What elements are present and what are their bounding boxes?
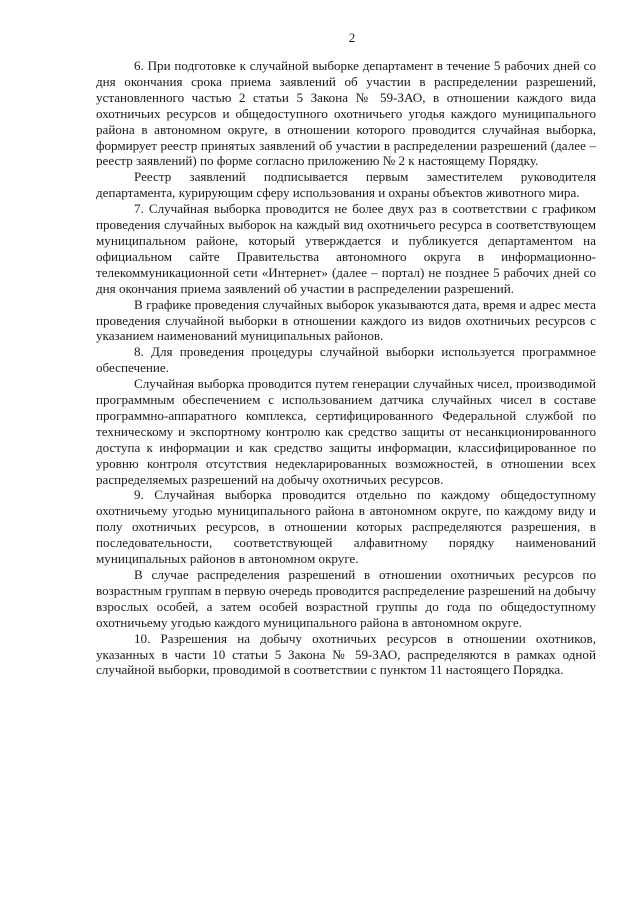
paragraph-7: 7. Случайная выборка проводится не более двух раз в соответствии с графиком проведения случайных выборок на каждый вид охотничьего ресурса в соответствующем муниципальном районе, который утверждается и публикуется департаментом на официальном сайте Правительства автономного округа в информационно-телекоммуникационной сети «Интернет» (далее – портал) не позднее 5 рабочих дней со дня окончания приема заявлений об участии в распределении разрешений. [96, 201, 596, 296]
paragraph-9: 9. Случайная выборка проводится отдельно по каждому общедоступному охотничьему угодью муниципального района в автономном округе, по каждому виду и полу охотничьих ресурсов, в отношении которых распределяются разрешения, в последовательности, соответствующей алфавитному порядку наименований муниципальных районов в автономном округе. [96, 487, 596, 567]
paragraph-schedule-details: В графике проведения случайных выборок указываются дата, время и адрес места проведения случайной выборки в отношении каждого из видов охотничьих ресурсов с указанием наименований муниципальных районов. [96, 296, 596, 344]
paragraph-6: 6. При подготовке к случайной выборке департамент в течение 5 рабочих дней со дня окончания срока приема заявлений об участии в распределении разрешений, установленного частью 2 статьи 5 Закона № 59-ЗАО, в отношении каждого вида охотничьих ресурсов и общедоступного охотничьего угодья каждого муниципального района в автономном округе, в отношении которого проводится случайная выборка, формирует реестр принятых заявлений об участии в распределении разрешений (далее – реестр заявлений) по форме согласно приложению № 2 к настоящему Порядку. [96, 58, 596, 169]
paragraph-8: 8. Для проведения процедуры случайной выборки используется программное обеспечение. [96, 344, 596, 376]
paragraph-registry-signing: Реестр заявлений подписывается первым заместителем руководителя департамента, курирующим сферу использования и охраны объектов животного мира. [96, 169, 596, 201]
page-number: 2 [348, 30, 356, 45]
paragraph-10: 10. Разрешения на добычу охотничьих ресурсов в отношении охотников, указанных в части 10 статьи 5 Закона № 59-ЗАО, распределяются в рамках одной случайной выборки, проводимой в соответствии с пунктом 11 настоящего Порядка. [96, 630, 596, 678]
paragraph-age-groups: В случае распределения разрешений в отношении охотничьих ресурсов по возрастным группам в первую очередь проводится распределение разрешений на добычу взрослых особей, а затем особей возрастной группы до года по общедоступному охотничьему угодью каждого муниципального района в автономном округе. [96, 567, 596, 630]
paragraph-random-generation: Случайная выборка проводится путем генерации случайных чисел, производимой программным обеспечением с использованием датчика случайных чисел в составе программно-аппаратного комплекса, сертифицированного Федеральной службой по техническому и экспортному контролю как средство защиты от несанкционированного доступа к информации и как средство защиты информации, классифицированное по уровню контроля отсутствия недекларированных возможностей, в отношении всех распределяемых разрешений на добычу охотничьих ресурсов. [96, 376, 596, 487]
